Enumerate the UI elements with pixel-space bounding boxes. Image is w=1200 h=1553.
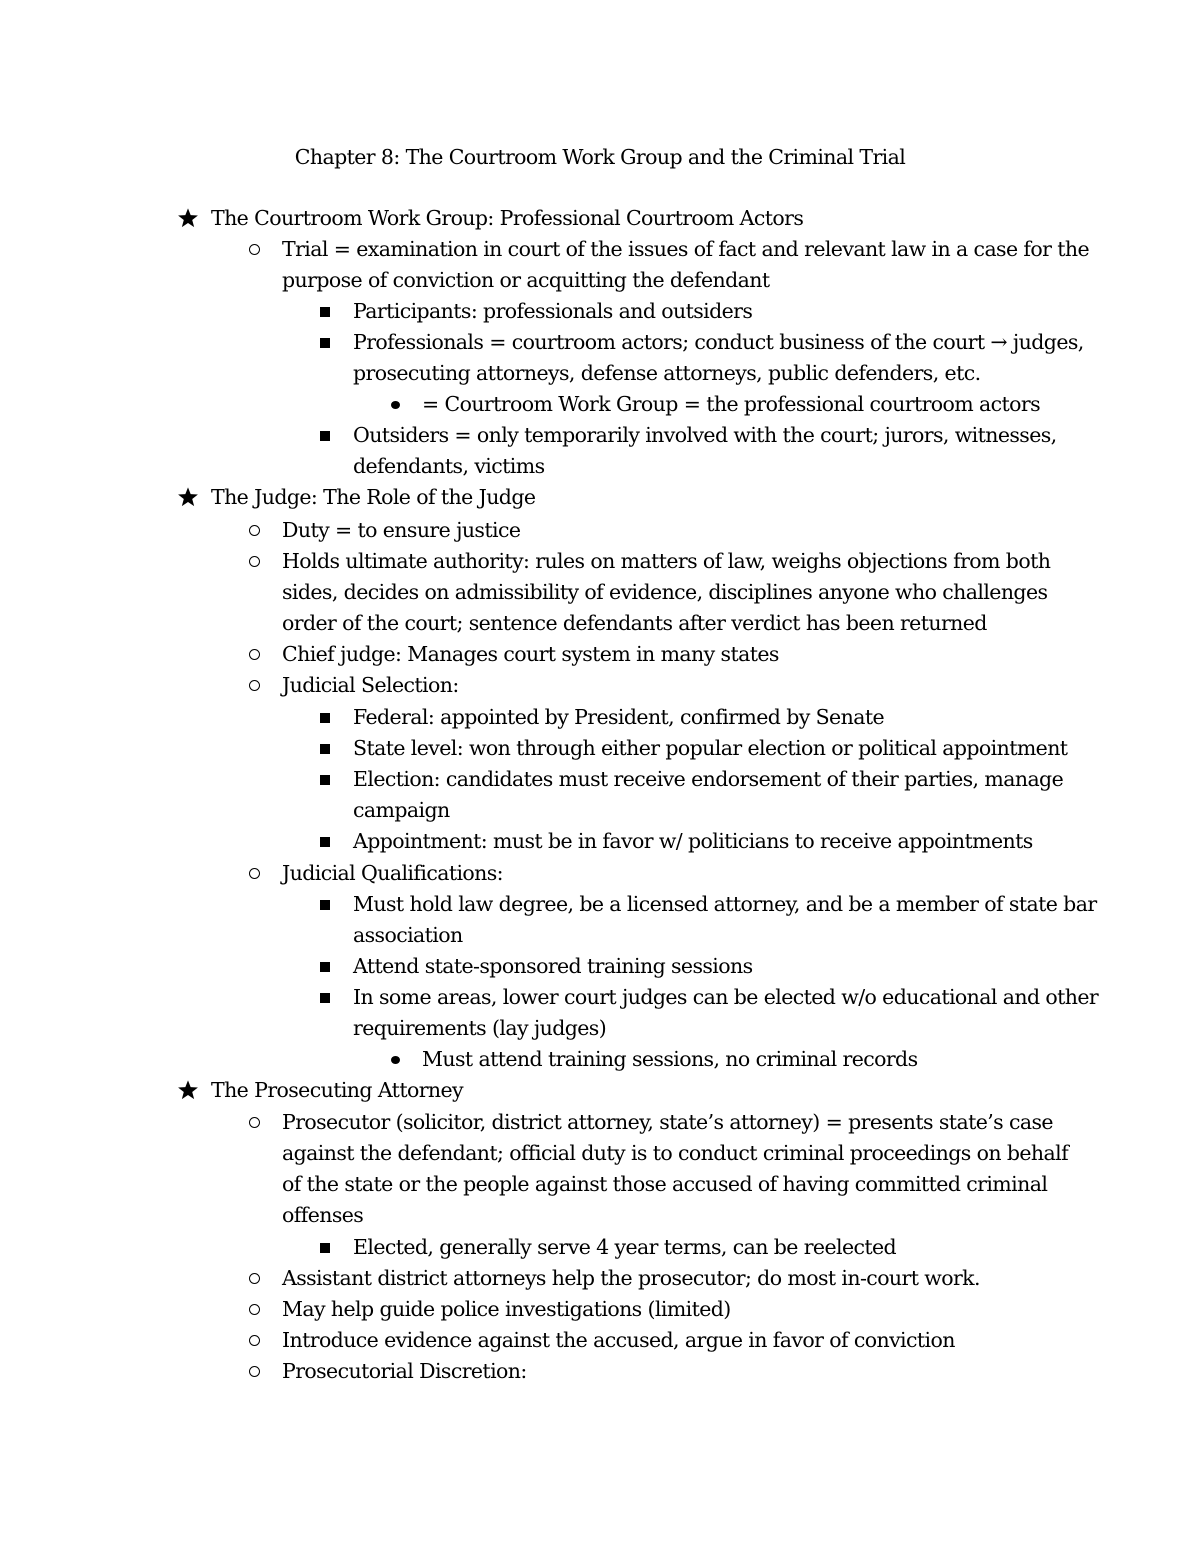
list-item: Federal: appointed by President, confirmed by Senate <box>353 705 884 729</box>
square-bullet-icon <box>320 307 330 317</box>
list-item: association <box>353 923 463 947</box>
list-item: Election: candidates must receive endorsement of their parties, manage <box>353 767 1064 791</box>
square-bullet-icon <box>320 1243 330 1253</box>
list-item: Holds ultimate authority: rules on matters of law, weighs objections from both <box>282 549 1051 573</box>
circle-bullet-icon <box>249 525 260 536</box>
document-title: Chapter 8: The Courtroom Work Group and the Criminal Trial <box>294 145 906 169</box>
list-item: Prosecutorial Discretion: <box>282 1359 527 1383</box>
list-item: sides, decides on admissibility of evidence, disciplines anyone who challenges <box>282 580 1048 604</box>
list-item: order of the court; sentence defendants after verdict has been returned <box>282 611 987 635</box>
star-bullet-icon <box>177 207 199 229</box>
list-item: Participants: professionals and outsiders <box>353 299 753 323</box>
list-item: Duty = to ensure justice <box>282 518 521 542</box>
list-item: campaign <box>353 798 450 822</box>
star-bullet-icon <box>177 1079 199 1101</box>
list-item: Must hold law degree, be a licensed attorney, and be a member of state bar <box>353 892 1097 916</box>
circle-bullet-icon <box>249 1366 260 1377</box>
square-bullet-icon <box>320 962 330 972</box>
list-item: Outsiders = only temporarily involved with the court; jurors, witnesses, <box>353 423 1057 447</box>
list-item: Prosecutor (solicitor, district attorney, state’s attorney) = presents state’s case <box>282 1110 1053 1134</box>
dot-bullet-icon <box>391 401 400 409</box>
square-bullet-icon <box>320 900 330 910</box>
square-bullet-icon <box>320 713 330 723</box>
list-item: purpose of conviction or acquitting the defendant <box>282 268 770 292</box>
list-item: offenses <box>282 1203 364 1227</box>
circle-bullet-icon <box>249 556 260 567</box>
square-bullet-icon <box>320 744 330 754</box>
circle-bullet-icon <box>249 244 260 255</box>
list-item: The Prosecuting Attorney <box>211 1078 464 1102</box>
list-item: Must attend training sessions, no criminal records <box>422 1047 918 1071</box>
list-item: Elected, generally serve 4 year terms, can be reelected <box>353 1235 897 1259</box>
list-item: Chief judge: Manages court system in many states <box>282 642 779 666</box>
square-bullet-icon <box>320 431 330 441</box>
circle-bullet-icon <box>249 868 260 879</box>
list-item: Assistant district attorneys help the prosecutor; do most in-court work. <box>282 1266 980 1290</box>
circle-bullet-icon <box>249 649 260 660</box>
list-item: State level: won through either popular election or political appointment <box>353 736 1068 760</box>
list-item: Attend state-sponsored training sessions <box>353 954 753 978</box>
list-item: The Courtroom Work Group: Professional Courtroom Actors <box>211 206 804 230</box>
list-item: = Courtroom Work Group = the professional courtroom actors <box>422 392 1041 416</box>
list-item: of the state or the people against those accused of having committed criminal <box>282 1172 1048 1196</box>
circle-bullet-icon <box>249 680 260 691</box>
list-item: defendants, victims <box>353 454 545 478</box>
circle-bullet-icon <box>249 1273 260 1284</box>
list-item: prosecuting attorneys, defense attorneys, public defenders, etc. <box>353 361 981 385</box>
circle-bullet-icon <box>249 1304 260 1315</box>
dot-bullet-icon <box>391 1056 400 1064</box>
list-item: requirements (lay judges) <box>353 1016 607 1040</box>
list-item: The Judge: The Role of the Judge <box>211 485 536 509</box>
circle-bullet-icon <box>249 1335 260 1346</box>
circle-bullet-icon <box>249 1117 260 1128</box>
list-item: Appointment: must be in favor w/ politicians to receive appointments <box>353 829 1033 853</box>
square-bullet-icon <box>320 775 330 785</box>
list-item: Professionals = courtroom actors; conduct business of the court → judges, <box>353 330 1084 354</box>
list-item: May help guide police investigations (limited) <box>282 1297 731 1321</box>
star-bullet-icon <box>177 486 199 508</box>
square-bullet-icon <box>320 993 330 1003</box>
list-item: In some areas, lower court judges can be elected w/o educational and other <box>353 985 1099 1009</box>
list-item: Trial = examination in court of the issues of fact and relevant law in a case for the <box>282 237 1090 261</box>
square-bullet-icon <box>320 837 330 847</box>
list-item: Judicial Selection: <box>282 673 459 697</box>
square-bullet-icon <box>320 338 330 348</box>
list-item: Introduce evidence against the accused, argue in favor of conviction <box>282 1328 955 1352</box>
list-item: Judicial Qualifications: <box>282 861 503 885</box>
list-item: against the defendant; official duty is to conduct criminal proceedings on behalf <box>282 1141 1069 1165</box>
